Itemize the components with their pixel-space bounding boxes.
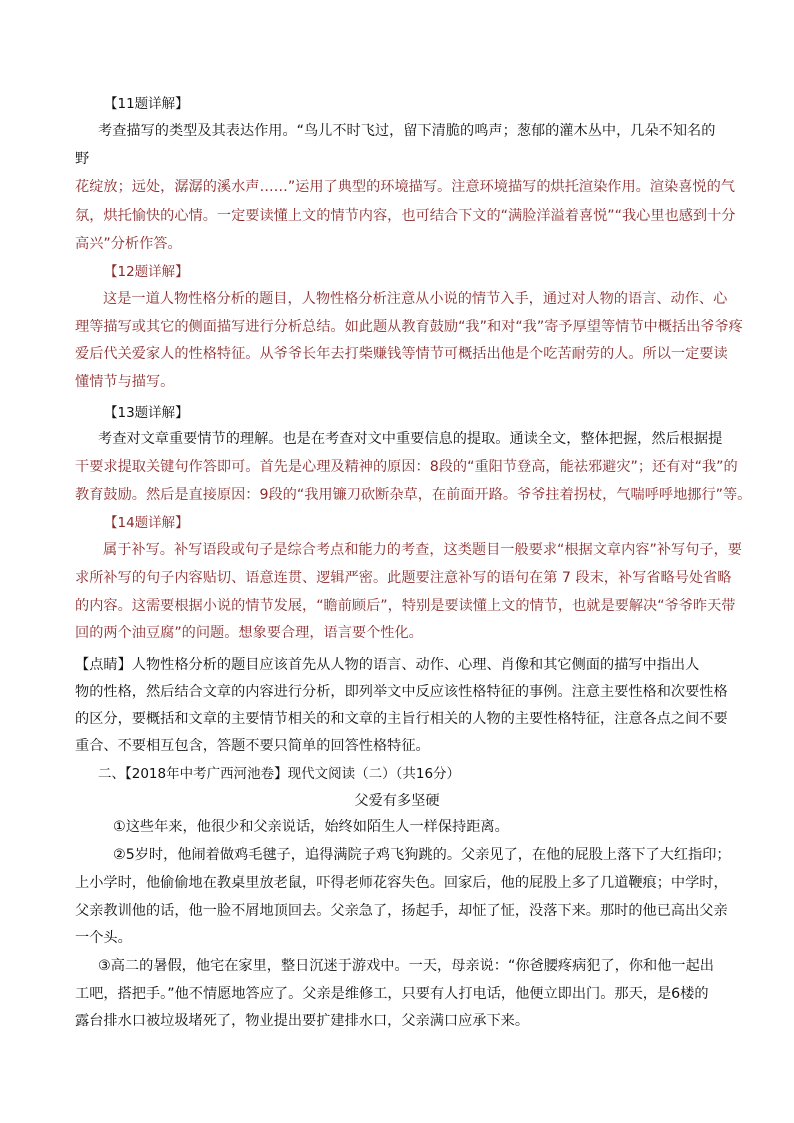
q11-line-4: 氛，烘托愉快的心情。一定要读懂上文的情节内容，也可结合下文的“满脸洋溢着喜悦”“我心里也感到十分: [75, 208, 736, 224]
q12-line-1: 这是一道人物性格分析的题目，人物性格分析注意从小说的情节入手，通过对人物的语言、动作、心: [103, 291, 728, 307]
dianjing-line-4: 重合、不要相互包含，答题不要只简单的回答性格特征。: [75, 738, 430, 754]
q13-line-1: 考查对文章重要情节的理解。也是在考查对文中重要信息的提取。通读全文，整体把握，然后根据提: [98, 431, 723, 447]
para-line-3: 上小学时，他偷偷地在教桌里放老鼠，吓得老师花容失色。回家后，他的屁股上多了几道鞭痕；中学时，: [75, 875, 728, 891]
q13-heading: 【13题详解】: [104, 405, 189, 421]
q11-line-2: 野: [75, 151, 90, 167]
article-title: 父爱有多坚硬: [354, 793, 440, 809]
dianjing-line-1: 【点睛】人物性格分析的题目应该首先从人物的语言、动作、心理、肖像和其它侧面的描写中指出人: [75, 657, 700, 673]
q11-heading: 【11题详解】: [104, 96, 189, 112]
q11-line-5: 高兴”分析作答。: [75, 236, 182, 252]
q11-line-1: 考查描写的类型及其表达作用。“鸟儿不时飞过，留下清脆的鸣声；葱郁的灌木丛中，几朵不知名的: [98, 123, 716, 139]
part2-heading: 二、【2018年中考广西河池卷】现代文阅读（二）（共16分）: [98, 766, 461, 782]
para-line-6: ③高二的暑假，他宅在家里，整日沉迷于游戏中。一天，母亲说：“你爸腰疼病犯了，你和他一起出: [98, 958, 714, 974]
para-line-2: ②5岁时，他闹着做鸡毛毽子，追得满院子鸡飞狗跳的。父亲见了，在他的屁股上落下了大红指印；: [113, 847, 731, 863]
q14-line-3: 的内容。这需要根据小说的情节发展，“瞻前顾后”，特别是要读懂上文的情节，也就是要解决“爷爷昨天带: [75, 598, 736, 614]
q12-line-2: 理等描写或其它的侧面描写进行分析总结。如此题从教育鼓励“我”和对“我”寄予厚望等情节中概括出爷爷疼: [75, 319, 743, 335]
q11-line-3: 花绽放；远处，潺潺的溪水声……”运用了典型的环境描写。注意环境描写的烘托渲染作用。渲染喜悦的气: [75, 179, 735, 195]
para-line-1: ①这些年来，他很少和父亲说话，始终如陌生人一样保持距离。: [113, 819, 509, 835]
q12-line-4: 懂情节与描写。: [75, 374, 175, 390]
dianjing-line-3: 的区分，要概括和文章的主要情节相关的和文章的主旨行相关的人物的主要性格特征，注意各点之间不要: [75, 711, 728, 727]
para-line-8: 露台排水口被垃圾堵死了，物业提出要扩建排水口，父亲满口应承下来。: [75, 1013, 530, 1029]
para-line-4: 父亲教训他的话，他一脸不屑地顶回去。父亲急了，扬起手，却怔了怔，没落下来。那时的他已高出父亲: [75, 903, 728, 919]
q13-line-2: 干要求提取关键句作答即可。首先是心理及精神的原因：8段的“重阳节登高，能祛邪避灾”；还有对“我”的: [75, 459, 738, 475]
para-line-5: 一个头。: [75, 930, 132, 946]
q12-line-3: 爱后代关爱家人的性格特征。从爷爷长年去打柴赚钱等情节可概括出他是个吃苦耐劳的人。所以一定要读: [75, 346, 728, 362]
q14-heading: 【14题详解】: [104, 515, 189, 531]
q14-line-2: 求所补写的句子内容贴切、语意连贯、逻辑严密。此题要注意补写的语句在第 7 段末，补写省略号处省略: [75, 570, 732, 586]
q12-heading: 【12题详解】: [104, 264, 189, 280]
dianjing-line-2: 物的性格，然后结合文章的内容进行分析，即列举文中反应该性格特征的事例。注意主要性格和次要性格: [75, 684, 728, 700]
q14-line-1: 属于补写。补写语段或句子是综合考点和能力的考查，这类题目一般要求“根据文章内容”补写句子，要: [103, 542, 742, 558]
q13-line-3: 教育鼓励。然后是直接原因：9段的“我用镰刀砍断杂草，在前面开路。爷爷拄着拐杖，气喘呼呼地挪行”等。: [75, 487, 752, 503]
q14-line-4: 回的两个油豆腐”的问题。想象要合理，语言要个性化。: [75, 625, 423, 641]
para-line-7: 工吧，搭把手。”他不情愿地答应了。父亲是维修工，只要有人打电话，他便立即出门。那天，是6楼的: [75, 986, 709, 1002]
